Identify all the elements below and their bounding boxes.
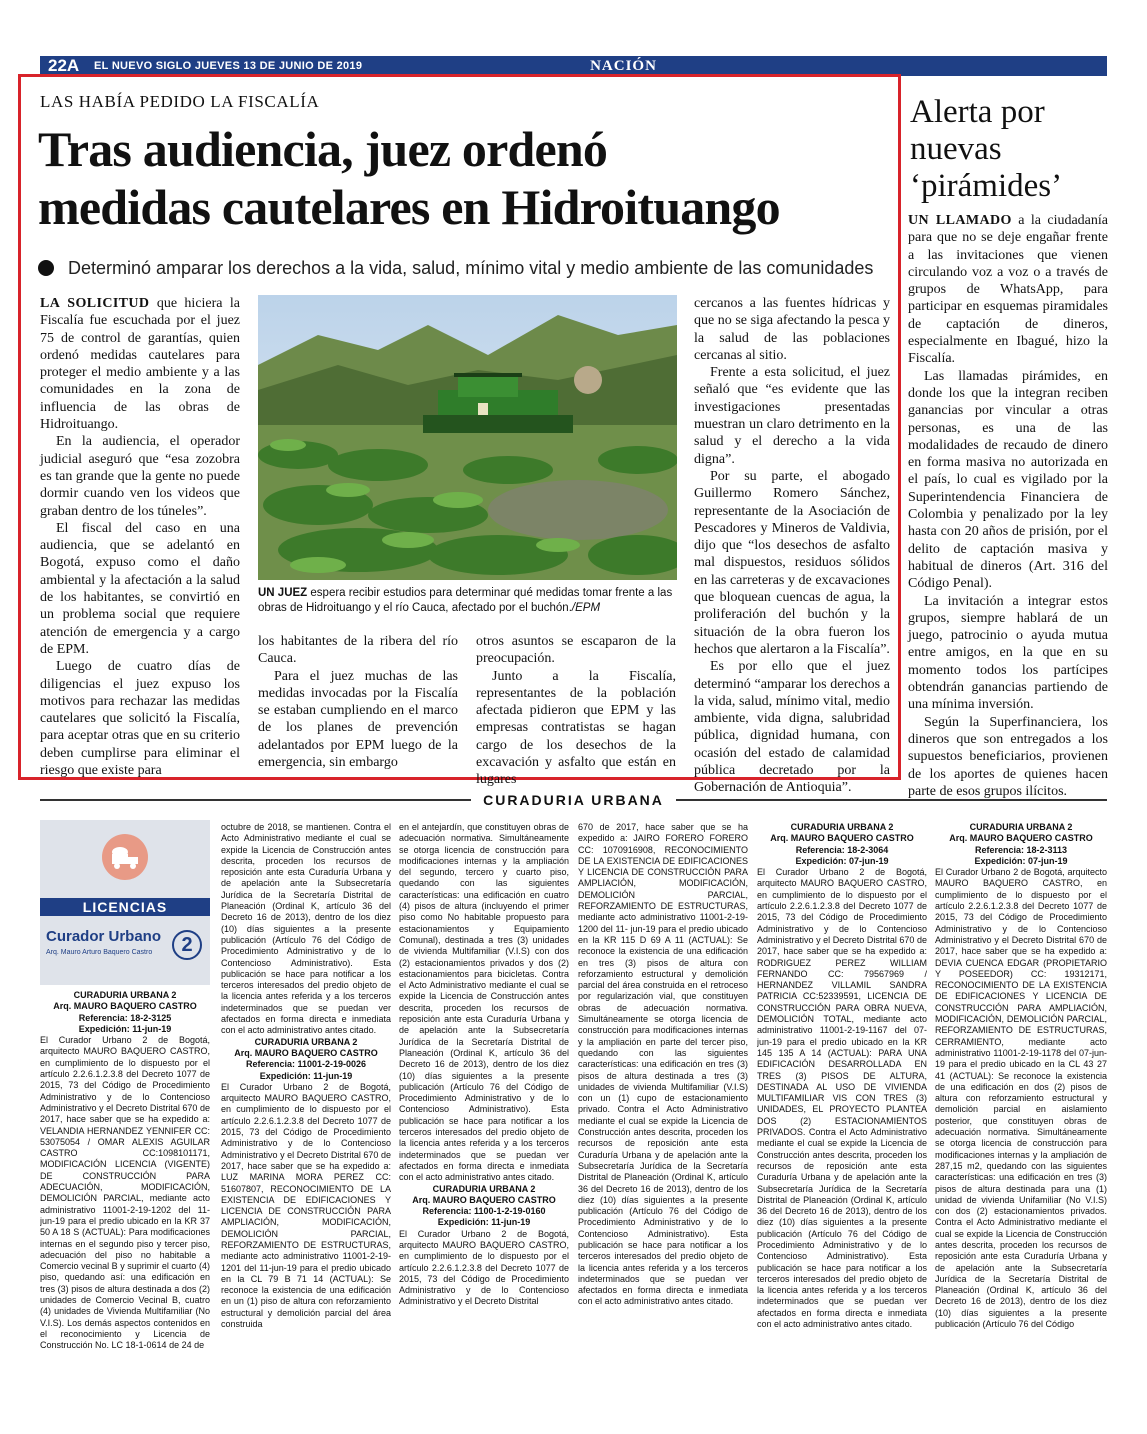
paragraph: Luego de cuatro días de diligencias el juez expuso los motivos para rechazar las medidas cautelares que solicitó la Fiscalía, para aceptar otras que en su criterio deben cumplirse para eliminar el riesgo que existe para bbox=[40, 659, 240, 779]
section-name: NACIÓN bbox=[590, 58, 657, 74]
page-number: 22A bbox=[48, 56, 80, 75]
article-photo bbox=[258, 295, 677, 580]
curador-logo-text: Curador Urbano bbox=[46, 928, 162, 945]
licencias-logo-box bbox=[40, 820, 210, 985]
paragraph: El fiscal del caso en una audiencia, que se adelantó en Bogotá, expuso como el daño ambiental y la afectación a la salud de los habitantes, se convirtió en un problema social que requiere atención de emergencia y a cargo de EPM. bbox=[40, 520, 240, 657]
newspaper-dateline: EL NUEVO SIGLO JUEVES 13 DE JUNIO DE 2019 bbox=[94, 60, 363, 72]
curaduria-title: CURADURIA URBANA bbox=[471, 792, 676, 808]
lead-in: LA SOLICITUD bbox=[40, 296, 150, 311]
bullet-icon bbox=[38, 260, 54, 276]
paragraph: Junto a la Fiscalía, representantes de la población afectada pidieron que EPM y las empresas contratistas se hagan cargo de los desechos de la excavación y asfalto que están en lugares bbox=[476, 668, 676, 788]
paragraph: los habitantes de la ribera del río Cauca. bbox=[258, 634, 458, 667]
article-headline bbox=[38, 120, 898, 236]
headline-line-1: Tras audiencia, juez ordenó bbox=[38, 121, 608, 177]
article-kicker: LAS HABÍA PEDIDO LA FISCALÍA bbox=[40, 92, 320, 111]
paragraph: UN LLAMADO a la ciudadanía para que no se deje engañar frente a las invitaciones que vienen circulando voz a voz o a través de grupos de WhatsApp, para participar en esquemas piramidales de captación de dineros, especialmente en Ibagué, hizo la Fiscalía. bbox=[908, 213, 1108, 367]
lead-in: UN LLAMADO bbox=[908, 213, 1012, 228]
page-header-bar bbox=[40, 56, 1107, 76]
photo-credit: /EPM bbox=[571, 602, 601, 614]
paragraph: Según la Superfinanciera, los dineros que son entregados a los supuestos beneficiarios, provienen de los aportes de quienes hacen parte de esos grupos ilícitos. bbox=[908, 714, 1108, 799]
article-deck bbox=[38, 258, 898, 279]
sidebar-body bbox=[908, 212, 1108, 800]
notice-column-6: CURADURIA URBANA 2 Arq. MAURO BAQUERO CASTRO Referencia: 18-2-3113 Expedición: 07-jun-19 El Curador Urbano 2 de Bogotá, arquitecto MAURO BAQUERO CASTRO, en cumplimiento de lo dispuesto por el artículo 2.2.6.1.2.3.8 del Decreto 1077 de 2015, 73 del Código de Procedimiento Administrativo y de lo Contencioso Administrativo y el Decreto Distrital 670 de 2017, hace saber que se ha expedido a: DEVIA CUENCA EDGAR (PROPIETARIO Y POSEEDOR) CC: 19312171, RECONOCIMIENTO DE LA EXISTENCIA DE EDIFICACIONES Y LICENCIA DE CONSTRUCCIÓN PARA AMPLIACIÓN, MODIFICACIÓN, DEMOLICIÓN PARCIAL, REFORZAMIENTO DE ESTRUCTURAS, CERRAMIENTO, mediante acto administrativo 11001-2-19-1178 del 07-jun-19 para el predio ubicado en la CL 43 27 41 (ACTUAL): Se reconoce la existencia de una edificación en dos (2) pisos de altura con reforzamiento estructural y demolición parcial en aislamiento posterior, que constituyen obras de adecuación normativa. Simultáneamente se otorga licencia de construcción para modificaciones internas y la ampliación de 287,15 m2, quedando con las siguientes características: una edificación en tres (3) pisos de altura destinada para una (1) unidad de vivienda Unifamiliar (No V.I.S) con dos (2) estacionamientos privados. Contra el Acto Administrativo mediante el cual se expide la Licencia de Construcción antes descrita, proceden los recursos de reposición ante esta Curaduría Urbana y de apelación ante la Subsecretaría Jurídica de la Secretaría Distrital de Planeación (Ordinal K, artículo 36 del Decreto 16 de 2013), dentro de los diez (10) días siguientes a la presente publicación (Artículo 76 del Código bbox=[935, 822, 1107, 1330]
sidebar-title: Alerta por nuevas ‘pirámides’ bbox=[910, 94, 1063, 204]
headline-line-2: medidas cautelares en Hidroituango bbox=[38, 179, 780, 235]
paragraph: Las llamadas pirámides, en donde los que la integran reciben ganancias por vincular a otras personas, es una de las modalidades de recaudo de dinero en forma masiva no autorizada en el país, lo cual es vigilado por la Superintendencia Financiera de Colombia y penalizado por la ley hasta con 20 años de prisión, por el delito de captación masiva y habitual de dineros (Art. 316 del Código Penal). bbox=[908, 368, 1108, 592]
article-column-3 bbox=[476, 633, 676, 789]
paragraph: Es por ello que el juez determinó “amparar los derechos a la vida, salud, mínimo vital, medio ambiente, vida digna, salubridad pública, dignidad humana, con ocasión del estado de calamidad pública decretado por la Gobernación de Antioquia”. bbox=[694, 659, 890, 796]
paragraph: La invitación a integrar estos grupos, siempre hablará de un juego, patrocinio o ayuda mutua entre amigos, en la que en su momento todos los partícipes obtendrán ganancias partiendo de una mínima inversión. bbox=[908, 593, 1108, 713]
caption-lead: UN JUEZ bbox=[258, 587, 308, 599]
article-column-4 bbox=[694, 295, 890, 797]
notice-column-3: en el antejardín, que constituyen obras de adecuación normativa. Simultáneamente se otorga licencia de construcción para modificaciones internas y la ampliación del segundo, tercero y cuarto piso, quedando con las siguientes características: una edificación en cuatro (4) pisos de altura (incluyendo el primer piso como No habitable propuesto para estacionamientos y Equipamiento Comunal), destinada a tres (3) unidades de vivienda Multifamiliar (V.I.S) con dos (2) estacionamientos privados y dos (2) estacionamientos para bicicletas. Contra el Acto Administrativo mediante el cual se expide la Licencia de Construcción antes descrita, proceden los recursos de reposición ante esta Curaduría Urbana y de apelación ante la Subsecretaría Jurídica de la Secretaría Distrital de Planeación (Ordinal K, artículo 36 del Decreto 16 de 2013), dentro de los diez (10) días siguientes a la presente publicación (Artículo 76 del Código de Procedimiento Administrativo y de lo Contencioso Administrativo). Esta publicación se hace para notificar a los terceros interesados del predio objeto de la licencia antes referida y a los terceros indeterminados que se puedan ver afectados en forma directa e inmediata con el acto administrativo antes citado. CURADURIA URBANA 2 Arq. MAURO BAQUERO CASTRO Referencia: 1100-1-2-19-0160 Expedición: 11-jun-19 El Curador Urbano 2 de Bogotá, arquitecto MAURO BAQUERO CASTRO, en cumplimiento de lo dispuesto por el artículo 2.2.6.1.2.3.8 del Decreto 1077 de 2015, 73 del Código de Procedimiento Administrativo y de lo Contencioso Administrativo y el Decreto Distrital bbox=[399, 822, 569, 1307]
curador-logo-number: 2 bbox=[172, 930, 202, 960]
notice-column-2: octubre de 2018, se mantienen. Contra el Acto Administrativo mediante el cual se expide la Licencia de Construcción antes descrita, proceden los recursos de reposición ante esta Curaduría Urbana y de apelación ante la Subsecretaría Jurídica de la Secretaría Distrital de Planeación (Ordinal K, artículo 36 del Decreto 16 de 2013), dentro de los diez (10) días siguientes a la presente publicación (Artículo 76 del Código de Procedimiento Administrativo y de lo Contencioso Administrativo). Esta publicación se hace para notificar a los terceros interesados del predio objeto de la licencia antes referida y a los terceros indeterminados que se puedan ver afectados en forma directa e inmediata con el acto administrativo antes citado. CURADURIA URBANA 2 Arq. MAURO BAQUERO CASTRO Referencia: 11001-2-19-0026 Expedición: 11-jun-19 El Curador Urbano 2 de Bogotá, arquitecto MAURO BAQUERO CASTRO, en cumplimiento de lo dispuesto por el artículo 2.2.6.1.2.3.8 del Decreto 1077 de 2015, 73 del Código de Procedimiento Administrativo y de lo Contencioso Administrativo y el Decreto Distrital 670 de 2017, hace saber que se ha expedido a: LUZ MARINA MORA PEREZ CC: 51607807, RECONOCIMIENTO DE LA EXISTENCIA DE EDIFICACIONES Y LICENCIA DE CONSTRUCCIÓN PARA AMPLIACIÓN, MODIFICACIÓN, DEMOLICIÓN PARCIAL, REFORZAMIENTO DE ESTRUCTURAS, mediante acto administrativo 11001-2-19-1201 del 11-jun-19 para el predio ubicado en la CL 79 B 71 14 (ACTUAL): Se reconoce la existencia de una edificación en un (1) piso de altura con reforzamiento estructural y demolición parcial del área construida bbox=[221, 822, 391, 1330]
paragraph: LA SOLICITUD que hiciera la Fiscalía fue escuchada por el juez 75 de control de garantías, quien ordenó medidas cautelares para proteger el medio ambiente y a las comunidades en la zona de influencia de las obras de Hidroituango. bbox=[40, 296, 241, 433]
article-column-2 bbox=[258, 633, 458, 771]
paragraph: En la audiencia, el operador judicial aseguró que “esa zozobra es tan grande que la gente no puede dormir cuando ven los videos que graban dentro de los túneles”. bbox=[40, 434, 240, 519]
paragraph: Por su parte, el abogado Guillermo Romero Sánchez, representante de la Asociación de Pescadores y Mineros de Valdivia, dijo que “los desechos de asfalto mal dispuestos, residuos sólidos en las carreteras y de excavaciones que bloquean cuencas de agua, la proliferación del buchón y la situación de la obra fueron los hechos que alertaron a la Fiscalía”. bbox=[694, 468, 890, 657]
curaduria-header bbox=[40, 790, 1107, 810]
photo-caption: UN JUEZ espera recibir estudios para determinar qué medidas tomar frente a las obras de Hidroituango y el río Cauca, afectado por el buchón./EPM bbox=[258, 587, 673, 614]
cement-truck-icon bbox=[102, 834, 148, 880]
notice-column-4: 670 de 2017, hace saber que se ha expedido a: JAIRO FORERO FORERO CC: 1070916908, RECONOCIMIENTO DE LA EXISTENCIA DE EDIFICACIONES Y LICENCIA DE CONSTRUCCIÓN PARA AMPLIACIÓN, MODIFICACIÓN, DEMOLICIÓN PARCIAL, REFORZAMIENTO DE ESTRUCTURAS, mediante acto administrativo 11001-2-19-1200 del 11- jun-19 para el predio ubicado en la KR 115 D 69 A 11 (ACTUAL): Se reconoce la existencia de una edificación en tres (3) pisos de altura con reforzamiento estructural y demolición parcial del área construida en el retroceso por regularización vial, que constituyen obras de adecuación normativa. Simultáneamente se otorga licencia de construcción para modificaciones internas y la ampliación en parte del tercer piso, quedando con las siguientes características: una edificación en tres (3) pisos de altura destinada a tres (3) unidades de vivienda Multifamiliar (V.I.S) con un (1) cupo de estacionamiento privado. Contra el Acto Administrativo mediante el cual se expide la Licencia de Construcción antes descrita, proceden los recursos de reposición ante esta Curaduría Urbana y de apelación ante la Subsecretaría Jurídica de la Secretaría Distrital de Planeación (Ordinal K, artículo 36 del Decreto 16 de 2013), dentro de los diez (10) días siguientes a la presente publicación (Artículo 76 del Código de Procedimiento Administrativo y de lo Contencioso Administrativo). Esta publicación se hace para notificar a los terceros interesados del predio objeto de la licencia antes referida y a los terceros indeterminados que se puedan ver afectados en forma directa e inmediata con el acto administrativo antes citado. bbox=[578, 822, 748, 1307]
curador-logo-subtitle: Arq. Mauro Arturo Baquero Castro bbox=[46, 949, 153, 956]
river-machine-photo bbox=[258, 295, 677, 580]
notice-column-5: CURADURIA URBANA 2 Arq. MAURO BAQUERO CASTRO Referencia: 18-2-3064 Expedición: 07-jun-19 El Curador Urbano 2 de Bogotá, arquitecto MAURO BAQUERO CASTRO, en cumplimiento de lo dispuesto por el artículo 2.2.6.1.2.3.8 del Decreto 1077 de 2015, 73 del Código de Procedimiento Administrativo y de lo Contencioso Administrativo y el Decreto Distrital 670 de 2017, hace saber que se ha expedido a: RODRIGUEZ PEREZ WILLIAM FERNANDO CC: 79567969 / HERNANDEZ VILLAMIL SANDRA PATRICIA CC:52339591, LICENCIA DE CONSTRUCCIÓN PARA OBRA NUEVA, DEMOLICIÓN TOTAL, mediante acto administrativo 11001-2-19-1167 del 07-jun-19 para el predio ubicado en la KR 145 135 A 14 (ACTUAL): PARA UNA EDIFICACIÓN DESARROLLADA EN TRES (3) PISOS DE ALTURA, DESTINADA AL USO DE VIVIENDA MULTIFAMILIAR VIS CON TRES (3) UNIDADES, EL PROYECTO PLANTEA DOS (2) ESTACIONAMIENTOS PRIVADOS. Contra el Acto Administrativo mediante el cual se expide la Licencia de Construcción antes descrita, proceden los recursos de reposición ante esta Curaduría Urbana y de apelación ante la Subsecretaría Jurídica de la Secretaría Distrital de Planeación (Ordinal K, artículo 36 del Decreto 16 de 2013), dentro de los diez (10) días siguientes a la presente publicación (Artículo 76 del Código de Procedimiento Administrativo y de lo Contencioso Administrativo). Esta publicación se hace para notificar a los terceros interesados del predio objeto de la licencia antes referida y a los terceros indeterminados que se puedan ver afectados en forma directa e inmediata con el acto administrativo antes citado. bbox=[757, 822, 927, 1330]
paragraph: Para el juez muchas de las medidas invocadas por la Fiscalía se estaban cumpliendo en el marco de los planes de prevención adelantados por EPM luego de la emergencia, sin embargo bbox=[258, 668, 458, 771]
licencias-banner: LICENCIAS bbox=[40, 898, 210, 916]
article-column-1 bbox=[40, 295, 240, 779]
paragraph: cercanos a las fuentes hídricas y que no se siga afectando la pesca y la salud de las poblaciones cercanas al sitio. bbox=[694, 296, 890, 363]
paragraph: Frente a esta solicitud, el juez señaló que “es evidente que las investigaciones presentadas muestran un claro detrimento en la salud y el derecho a la vida digna”. bbox=[694, 365, 890, 467]
paragraph: otros asuntos se escaparon de la preocupación. bbox=[476, 634, 676, 667]
notice-column-1: CURADURIA URBANA 2 Arq. MAURO BAQUERO CASTRO Referencia: 18-2-3125 Expedición: 11-jun-19 El Curador Urbano 2 de Bogotá, arquitecto MAURO BAQUERO CASTRO, en cumplimiento de lo dispuesto por el artículo 2.2.6.1.2.3.8 del Decreto 1077 de 2015, 73 del Código de Procedimiento Administrativo y de lo Contencioso Administrativo y el Decreto Distrital 670 de 2017, hace saber que se ha expedido a: VELANDIA HERNANDEZ YENNIFER CC: 53075054 / OMAR ALEXIS AGUILAR CASTRO CC:1098101171, MODIFICACIÓN LICENCIA (VIGENTE) DE CONSTRUCCIÓN PARA ADECUACIÓN, MODIFICACIÓN, DEMOLICIÓN PARCIAL, mediante acto administrativo 11001-2-19-1202 del 11-jun-19 para el predio ubicado en la KR 37 50 A 18 S (ACTUAL): Para modificaciones internas en el segundo piso y tercer piso, adecuación del piso no habitable a Comercio vecinal B y suprimir el cuarto (4) piso, quedando así: una edificación en tres (3) pisos de altura destinada a dos (2) unidades de Comercio Vecinal B, cuatro (4) unidades de Vivienda Multifamiliar (No V.I.S). Los demás aspectos contenidos en el reconocimiento y Licencia de Construcción No. LC 18-1-0614 de 24 de bbox=[40, 990, 210, 1351]
deck-text: Determinó amparar los derechos a la vida, salud, mínimo vital y medio ambiente de las comunidades bbox=[68, 258, 874, 278]
